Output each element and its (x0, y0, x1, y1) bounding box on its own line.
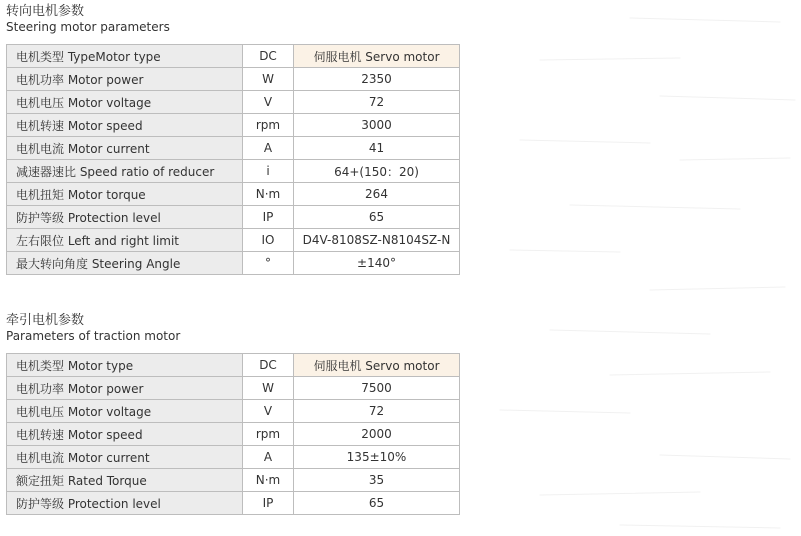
param-value: D4V-8108SZ-N8104SZ-N (294, 229, 460, 252)
param-label: 电机扭矩 Motor torque (7, 183, 243, 206)
table-row (7, 91, 460, 114)
param-label: 电机电流 Motor current (7, 137, 243, 160)
param-label: 减速器速比 Speed ratio of reducer (7, 160, 243, 183)
table-row (7, 137, 460, 160)
table-row (7, 354, 460, 377)
param-value: 35 (294, 469, 460, 492)
table-row (7, 183, 460, 206)
param-unit: A (243, 446, 294, 469)
table-row (7, 492, 460, 515)
param-value: 41 (294, 137, 460, 160)
param-unit: i (243, 160, 294, 183)
param-label: 额定扭矩 Rated Torque (7, 469, 243, 492)
param-value: ±140° (294, 252, 460, 275)
param-value: 2350 (294, 68, 460, 91)
param-unit: IO (243, 229, 294, 252)
param-label: 电机电流 Motor current (7, 446, 243, 469)
param-label: 左右限位 Left and right limit (7, 229, 243, 252)
table-row (7, 446, 460, 469)
param-value: 伺服电机 Servo motor (294, 354, 460, 377)
param-value: 伺服电机 Servo motor (294, 45, 460, 68)
param-value: 65 (294, 206, 460, 229)
param-value: 65 (294, 492, 460, 515)
table-row (7, 400, 460, 423)
param-label: 电机功率 Motor power (7, 377, 243, 400)
param-unit: V (243, 400, 294, 423)
traction-motor-section (6, 313, 460, 515)
param-value: 2000 (294, 423, 460, 446)
table-row (7, 469, 460, 492)
param-label: 电机类型 Motor type (7, 354, 243, 377)
traction-title-en: Parameters of traction motor (6, 329, 181, 343)
table-row (7, 114, 460, 137)
table-row (7, 252, 460, 275)
traction-title-cn: 牵引电机参数 (6, 313, 85, 328)
param-value: 64+(150：20) (294, 160, 460, 183)
param-unit: rpm (243, 114, 294, 137)
param-unit: ° (243, 252, 294, 275)
table-row (7, 206, 460, 229)
param-label: 防护等级 Protection level (7, 492, 243, 515)
steering-spec-table (6, 44, 460, 275)
traction-spec-table (6, 353, 460, 515)
table-row (7, 377, 460, 400)
param-label: 电机功率 Motor power (7, 68, 243, 91)
param-value: 7500 (294, 377, 460, 400)
param-unit: IP (243, 206, 294, 229)
param-value: 264 (294, 183, 460, 206)
param-unit: N·m (243, 469, 294, 492)
param-unit: W (243, 377, 294, 400)
table-row (7, 68, 460, 91)
param-value: 3000 (294, 114, 460, 137)
param-unit: DC (243, 45, 294, 68)
background-texture (480, 0, 801, 536)
param-unit: N·m (243, 183, 294, 206)
steering-motor-section (6, 4, 460, 275)
param-label: 电机电压 Motor voltage (7, 91, 243, 114)
steering-title-en: Steering motor parameters (6, 20, 170, 34)
param-value: 72 (294, 91, 460, 114)
param-label: 防护等级 Protection level (7, 206, 243, 229)
param-unit: IP (243, 492, 294, 515)
param-label: 电机转速 Motor speed (7, 423, 243, 446)
param-unit: A (243, 137, 294, 160)
param-label: 电机类型 TypeMotor type (7, 45, 243, 68)
param-unit: rpm (243, 423, 294, 446)
table-row (7, 229, 460, 252)
table-row (7, 45, 460, 68)
table-row (7, 160, 460, 183)
param-label: 最大转向角度 Steering Angle (7, 252, 243, 275)
param-unit: V (243, 91, 294, 114)
param-label: 电机电压 Motor voltage (7, 400, 243, 423)
param-value: 135±10% (294, 446, 460, 469)
param-unit: W (243, 68, 294, 91)
param-unit: DC (243, 354, 294, 377)
steering-title-cn: 转向电机参数 (6, 4, 85, 19)
table-row (7, 423, 460, 446)
param-label: 电机转速 Motor speed (7, 114, 243, 137)
param-value: 72 (294, 400, 460, 423)
